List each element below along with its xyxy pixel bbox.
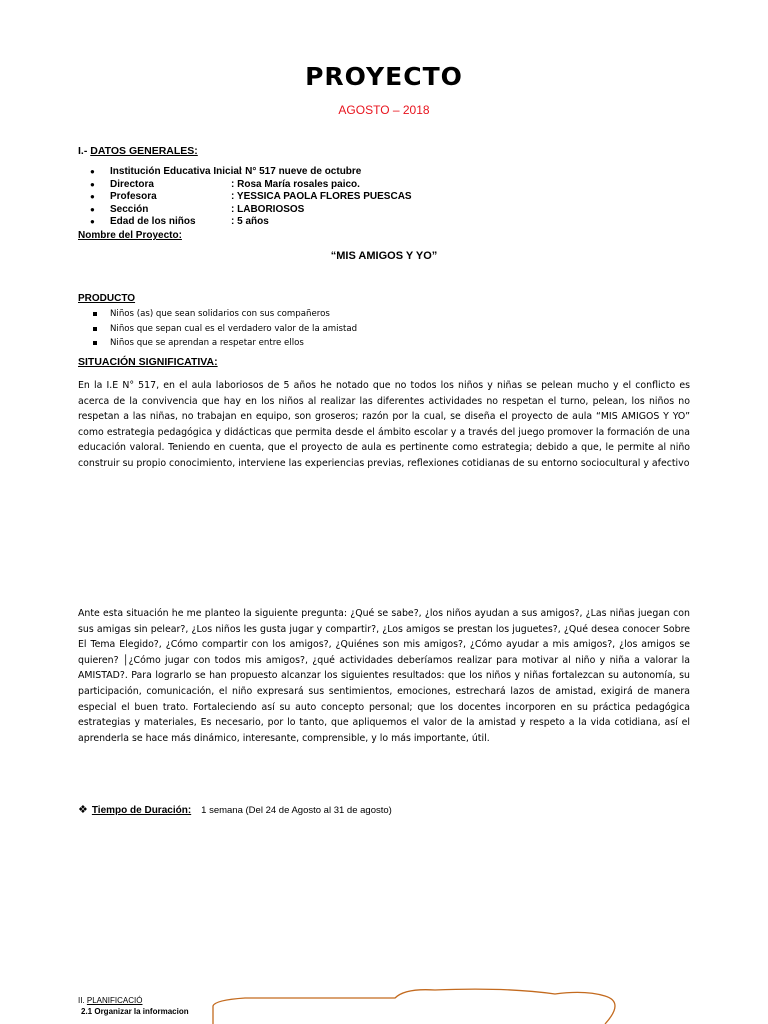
list-item-text: Niños (as) que sean solidarios con sus compañeros (110, 309, 330, 319)
bullet-icon: ● (90, 192, 95, 202)
planificacion-sub: 2.1 Organizar la informacion (81, 1007, 189, 1016)
field-label: Directora (110, 178, 154, 190)
situacion-heading: SITUACIÓN SIGNIFICATIVA: (78, 356, 218, 368)
list-item (93, 307, 493, 322)
duracion-row (78, 803, 392, 816)
field-label: Edad de los niños (110, 216, 196, 228)
page-title: PROYECTO (305, 62, 463, 91)
field-label: Institución Educativa Inicial (110, 166, 242, 177)
producto-list (93, 307, 493, 351)
diamond-bullet-icon: ❖ (78, 804, 88, 816)
list-item (90, 179, 490, 192)
duracion-label: Tiempo de Duración: (91, 805, 192, 816)
datos-generales-title: DATOS GENERALES: (90, 145, 198, 157)
situacion-paragraph-1: En la I.E N° 517, en el aula laboriosos de 5 años he notado que no todos los niños y niñas se pelean mucho y el conflicto es acerca de la convivencia que hay en los niños al realizar las diferentes actividades no respetan el turno, pelean, los niños no respetan a las niñas, no trabajan en equipo, son groseros; razón por la cual, se diseña el proyecto de aula “MIS AMIGOS Y YO” como estrategia pedagógica y didácticas que permita desde el ámbito escolar y a través del juego promover la formación de una educación valoral. Teniendo en cuenta, que el proyecto de aula es pertinente como estrategia; debido a que, le permite al niño construir su propio conocimiento, interviene las experiencias previas, reflexiones cotidianas de su entorno sociocultural y afectivo (78, 380, 690, 469)
project-name-label: Nombre del Proyecto: (78, 230, 182, 241)
bullet-icon (93, 312, 97, 316)
field-value: : 5 años (231, 216, 269, 228)
planificacion-title: PLANIFICACIÓ (86, 996, 143, 1005)
planificacion-prefix: II. (78, 996, 87, 1005)
project-name: “MIS AMIGOS Y YO” (330, 250, 438, 262)
list-item (90, 216, 490, 229)
duracion-value: 1 semana (Del 24 de Agosto al 31 de agosto) (201, 805, 392, 816)
datos-generales-heading (78, 145, 198, 157)
project-date: AGOSTO – 2018 (338, 103, 430, 117)
list-item-text: Niños que sepan cual es el verdadero valor de la amistad (110, 323, 358, 334)
planificacion-section (78, 995, 189, 1017)
bullet-icon (93, 341, 97, 345)
datos-generales-list (90, 166, 490, 229)
list-item (93, 336, 493, 351)
field-label: Sección (110, 203, 149, 215)
bullet-icon (93, 327, 97, 331)
field-label: Profesora (110, 191, 157, 203)
list-item (90, 166, 490, 179)
field-value: : N° 517 nueve de octubre (239, 166, 362, 177)
planificacion-heading (78, 995, 189, 1006)
list-item (93, 322, 493, 337)
bullet-icon: ● (90, 179, 95, 189)
bullet-icon: ● (90, 204, 95, 214)
datos-generales-prefix: I.- (78, 145, 91, 157)
list-item (90, 204, 490, 217)
situacion-paragraph-2: Ante esta situación he me planteo la siguiente pregunta: ¿Qué se sabe?, ¿los niños ayudan a sus amigos?, ¿Las niñas juegan con sus amigas sin pelear?, ¿Los niños les gusta jugar y compartir?, ¿Los amigos se prestan los juguetes?, ¿Qué desea conocer Sobre El Tema Elegido?, ¿Cómo compartir con los amigos?, ¿Quiénes son mis amigos?, ¿Cómo ayudar a mis amigos?, ¿los amigos se quieren? │¿Cómo jugar con todos mis amigos?, ¿qué actividades deberíamos realizar para motivar al niño y niña a valorar la AMISTAD?. Para lograrlo se han propuesto alcanzar los siguientes resultados: que los niños y niñas fortalezcan su autonomía, su participación, comunicación, el niño expresará sus sentimientos, emociones, estrechará lazos de amistad, exigirá de manera especial el buen trato. Fortaleciendo así su auto concepto personal; que los docentes incorporen en su práctica pedagógica estrategias y materiales, Es necesario, por lo tanto, que apliquemos el valor de la amistad y respeto a la vida cotidiana, así el aprenderla se hace más dinámico, interesante, comprensible, y lo más importante, útil. (78, 608, 690, 744)
field-value: : YESSICA PAOLA FLORES PUESCAS (231, 191, 412, 203)
field-value: : LABORIOSOS (231, 203, 305, 215)
bullet-icon: ● (90, 217, 95, 227)
list-item-text: Niños que se aprendan a respetar entre ellos (110, 338, 304, 348)
list-item (90, 191, 490, 204)
bullet-icon: ● (90, 167, 95, 176)
producto-heading: PRODUCTO (78, 293, 136, 304)
scroll-banner-shape (205, 988, 760, 1024)
field-value: : Rosa María rosales paico. (231, 178, 360, 190)
